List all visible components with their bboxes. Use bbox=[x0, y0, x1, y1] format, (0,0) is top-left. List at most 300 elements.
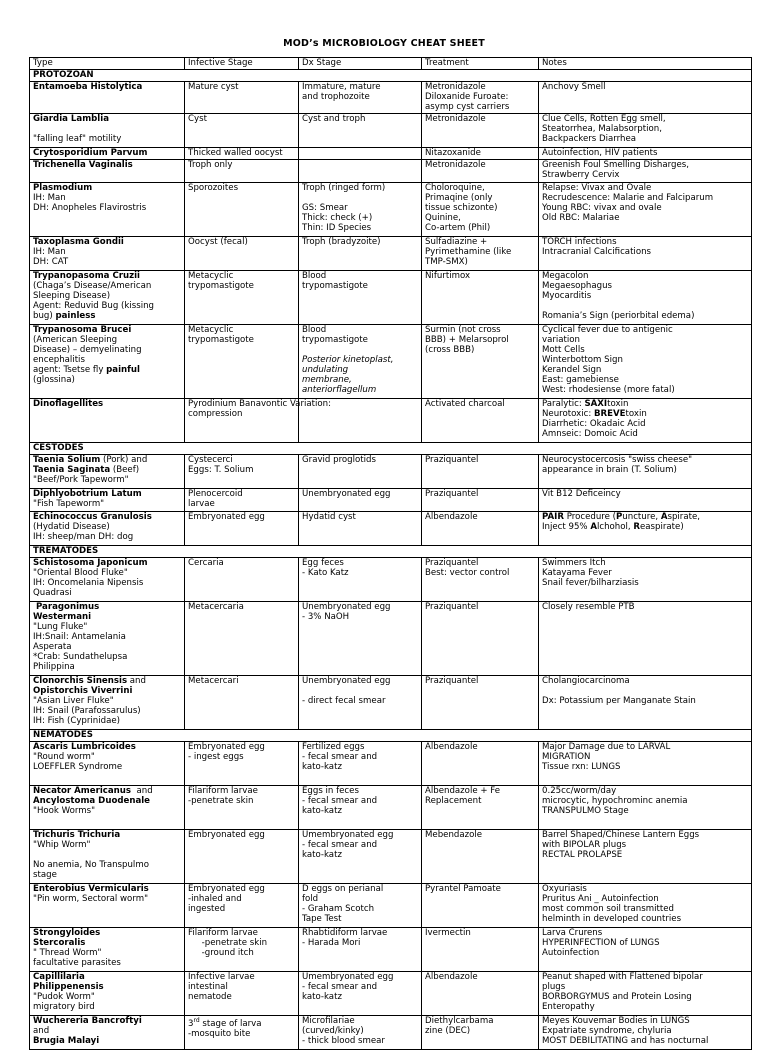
cell-text: Cyst bbox=[188, 114, 207, 124]
infective-stage-cell bbox=[185, 148, 299, 160]
cell-line bbox=[302, 203, 418, 213]
cell-text: Plasmodium bbox=[33, 183, 93, 193]
cell-line bbox=[425, 203, 535, 213]
table-row bbox=[30, 325, 752, 399]
dx-stage-cell bbox=[299, 786, 422, 830]
cell-line bbox=[188, 325, 295, 335]
cell-text: Cercaria bbox=[188, 558, 224, 568]
cell-line bbox=[33, 160, 181, 170]
cell-text: zine (DEC) bbox=[425, 1026, 471, 1036]
cell-text: Hydatid cyst bbox=[302, 512, 356, 522]
cell-line bbox=[33, 928, 181, 938]
cell-line bbox=[542, 522, 748, 532]
notes-cell bbox=[539, 489, 752, 512]
cell-text: Anchovy Smell bbox=[542, 82, 606, 92]
treatment-cell bbox=[422, 1016, 539, 1050]
cell-text: Oocyst (fecal) bbox=[188, 237, 248, 247]
cell-text: Mebendazole bbox=[425, 830, 483, 840]
cell-line bbox=[542, 409, 748, 419]
cell-text: Giardia Lamblia bbox=[33, 114, 109, 124]
cell-line bbox=[425, 455, 535, 465]
cell-text: Crytosporidium Parvum bbox=[33, 148, 148, 158]
infective-stage-cell bbox=[185, 558, 299, 602]
cell-text: - fecal smear and bbox=[302, 752, 378, 762]
cell-text: lchohol, bbox=[596, 522, 634, 532]
dx-stage-cell bbox=[299, 489, 422, 512]
cell-line bbox=[302, 840, 418, 850]
cell-text: Neurotoxic: bbox=[542, 409, 594, 419]
cell-text: Primaqine (only bbox=[425, 193, 493, 203]
cell-line bbox=[542, 271, 748, 281]
type-cell bbox=[30, 884, 185, 928]
type-cell bbox=[30, 271, 185, 325]
cell-text: Praziquantel bbox=[425, 602, 479, 612]
cell-text: PAIR bbox=[542, 512, 564, 522]
infective-stage-cell bbox=[185, 786, 299, 830]
cell-line bbox=[188, 948, 295, 958]
cell-line bbox=[302, 1026, 418, 1036]
cell-text: R bbox=[633, 522, 640, 532]
cell-line bbox=[302, 850, 418, 860]
cell-line bbox=[33, 399, 181, 409]
cell-text: Albendazole bbox=[425, 972, 478, 982]
cell-text: Embryonated egg bbox=[188, 512, 265, 522]
cell-line bbox=[188, 82, 295, 92]
notes-cell bbox=[539, 237, 752, 271]
cell-text: Kerandel Sign bbox=[542, 365, 602, 375]
cell-text: rd bbox=[193, 1017, 200, 1024]
cell-line bbox=[542, 335, 748, 345]
treatment-cell bbox=[422, 160, 539, 183]
cell-text: Embryonated egg bbox=[188, 884, 265, 894]
table-row bbox=[30, 237, 752, 271]
cell-line bbox=[542, 203, 748, 213]
cell-text: Trypanopasoma Cruzii bbox=[33, 271, 141, 281]
section-row bbox=[30, 443, 752, 455]
section-label: NEMATODES bbox=[30, 730, 752, 742]
cell-text: Barrel Shaped/Chinese Lantern Eggs bbox=[542, 830, 700, 840]
dx-stage-cell bbox=[299, 82, 422, 114]
cell-line bbox=[33, 465, 181, 475]
cell-text: Clue Cells, Rotten Egg smell, bbox=[542, 114, 666, 124]
cell-text: compression bbox=[188, 409, 243, 419]
cell-line bbox=[425, 676, 535, 686]
table-row bbox=[30, 884, 752, 928]
cell-line bbox=[542, 894, 748, 904]
cell-line bbox=[33, 884, 181, 894]
cell-line bbox=[188, 982, 295, 992]
dx-stage-cell bbox=[299, 512, 422, 546]
cell-line bbox=[33, 870, 181, 880]
cell-line bbox=[425, 345, 535, 355]
cell-line bbox=[302, 1036, 418, 1046]
infective-stage-cell bbox=[185, 237, 299, 271]
cell-line bbox=[188, 465, 295, 475]
infective-stage-cell bbox=[185, 884, 299, 928]
cell-text: Young RBC: vivax and ovale bbox=[542, 203, 662, 213]
cell-text: - Kato Katz bbox=[302, 568, 349, 578]
infective-stage-cell bbox=[185, 114, 299, 148]
notes-cell bbox=[539, 558, 752, 602]
table-row bbox=[30, 676, 752, 730]
cell-line bbox=[33, 271, 181, 281]
cell-line bbox=[542, 465, 748, 475]
cell-line bbox=[542, 512, 748, 522]
cell-line bbox=[33, 512, 181, 522]
cell-line bbox=[425, 92, 535, 102]
cell-line bbox=[33, 134, 181, 144]
cell-text: Backpackers Diarrhea bbox=[542, 134, 637, 144]
cell-line bbox=[302, 602, 418, 612]
cell-text: Eggs in feces bbox=[302, 786, 359, 796]
cell-text: "falling leaf" motility bbox=[33, 134, 122, 144]
cell-line bbox=[188, 928, 295, 938]
cell-text: Pyrimethamine (like bbox=[425, 247, 512, 257]
cell-line bbox=[302, 830, 418, 840]
treatment-cell bbox=[422, 237, 539, 271]
cell-line bbox=[302, 928, 418, 938]
cell-line bbox=[33, 237, 181, 247]
cell-line bbox=[302, 148, 418, 158]
cell-line bbox=[33, 948, 181, 958]
table-row bbox=[30, 455, 752, 489]
cell-text: Swimmers Itch bbox=[542, 558, 606, 568]
treatment-cell bbox=[422, 830, 539, 884]
cell-text: Procedure ( bbox=[563, 512, 616, 522]
treatment-cell bbox=[422, 489, 539, 512]
cell-line bbox=[542, 928, 748, 938]
cell-line bbox=[302, 1016, 418, 1026]
cell-line bbox=[302, 786, 418, 796]
treatment-cell bbox=[422, 148, 539, 160]
notes-cell bbox=[539, 676, 752, 730]
cell-text: DH: Anopheles Flavirostris bbox=[33, 203, 147, 213]
cell-line bbox=[542, 696, 748, 706]
cell-line bbox=[542, 114, 748, 124]
cell-text: membrane, bbox=[302, 375, 352, 385]
column-header-treatment: Treatment bbox=[422, 58, 539, 70]
cell-line bbox=[542, 1026, 748, 1036]
type-cell bbox=[30, 558, 185, 602]
cell-line bbox=[33, 475, 181, 485]
cell-line bbox=[542, 752, 748, 762]
cell-line bbox=[302, 982, 418, 992]
cell-text: asymp cyst carriers bbox=[425, 102, 510, 112]
cell-text bbox=[302, 160, 305, 170]
cell-text: MIGRATION bbox=[542, 752, 591, 762]
cell-text: BREVE bbox=[593, 409, 626, 419]
cell-text: Enteropathy bbox=[542, 1002, 595, 1012]
dx-stage-cell bbox=[299, 676, 422, 730]
cell-text: West: rhodesiense (more fatal) bbox=[542, 385, 675, 395]
cell-line bbox=[542, 183, 748, 193]
cell-line bbox=[542, 355, 748, 365]
cell-text: Thick: check (+) bbox=[302, 213, 373, 223]
cell-text: Stercoralis bbox=[33, 938, 86, 948]
cell-text: Gravid proglotids bbox=[302, 455, 376, 465]
cell-line bbox=[33, 992, 181, 1002]
infective-stage-cell bbox=[185, 82, 299, 114]
cell-line bbox=[425, 568, 535, 578]
cell-text: HYPERINFECTION of LUNGS bbox=[542, 938, 660, 948]
cell-text: painful bbox=[106, 365, 140, 375]
notes-cell bbox=[539, 928, 752, 972]
cell-text: Katayama Fever bbox=[542, 568, 612, 578]
cell-line bbox=[542, 676, 748, 686]
cell-line bbox=[302, 742, 418, 752]
cell-text: Strongyloides bbox=[33, 928, 101, 938]
cell-line bbox=[542, 1016, 748, 1026]
cell-line bbox=[33, 532, 181, 542]
cell-line bbox=[302, 193, 418, 203]
dx-stage-cell bbox=[299, 271, 422, 325]
cell-text: -penetrate skin bbox=[188, 938, 268, 948]
cell-text: Cholangiocarcinoma bbox=[542, 676, 630, 686]
type-cell bbox=[30, 786, 185, 830]
cell-line bbox=[302, 686, 418, 696]
cell-line bbox=[542, 281, 748, 291]
section-row bbox=[30, 730, 752, 742]
cell-text bbox=[302, 345, 305, 355]
cell-text: Unembryonated egg bbox=[302, 602, 391, 612]
cell-text: Praziquantel bbox=[425, 455, 479, 465]
treatment-cell bbox=[422, 786, 539, 830]
cell-text: Replacement bbox=[425, 796, 482, 806]
cell-text: kato-katz bbox=[302, 850, 342, 860]
cell-text: helminth in developed countries bbox=[542, 914, 682, 924]
cell-text: Egg feces bbox=[302, 558, 344, 568]
cell-text: Cyclical fever due to antigenic bbox=[542, 325, 673, 335]
cell-text: Myocarditis bbox=[542, 291, 592, 301]
cell-text: Embryonated egg bbox=[188, 830, 265, 840]
cell-text: BBB) + Melarsoprol bbox=[425, 335, 509, 345]
cell-text: Co-artem (Phil) bbox=[425, 223, 491, 233]
cell-text bbox=[302, 686, 305, 696]
cell-line bbox=[302, 183, 418, 193]
cell-text: Megaesophagus bbox=[542, 281, 612, 291]
cell-line bbox=[188, 796, 295, 806]
header-row bbox=[30, 58, 752, 70]
cell-line bbox=[542, 193, 748, 203]
cell-line bbox=[188, 1016, 295, 1029]
cell-text: Peanut shaped with Flattened bipolar bbox=[542, 972, 703, 982]
section-row bbox=[30, 546, 752, 558]
cell-text: A bbox=[590, 522, 597, 532]
cell-text: "Hook Worms" bbox=[33, 806, 96, 816]
cell-line bbox=[33, 860, 181, 870]
cell-line bbox=[302, 281, 418, 291]
notes-cell bbox=[539, 455, 752, 489]
cell-text bbox=[302, 148, 305, 158]
cell-text: Immature, mature bbox=[302, 82, 381, 92]
page-title: MOD’s MICROBIOLOGY CHEAT SHEET bbox=[283, 38, 485, 49]
cell-text: Pyrantel Pamoate bbox=[425, 884, 501, 894]
cell-line bbox=[188, 281, 295, 291]
cell-text: Asperata bbox=[33, 642, 72, 652]
dx-stage-cell bbox=[299, 928, 422, 972]
cell-line bbox=[33, 696, 181, 706]
cell-line bbox=[542, 237, 748, 247]
cell-line bbox=[425, 1026, 535, 1036]
type-cell bbox=[30, 183, 185, 237]
cell-text: Taxoplasma Gondii bbox=[33, 237, 124, 247]
cell-text: *Crab: Sundathelupsa bbox=[33, 652, 128, 662]
cell-line bbox=[33, 662, 181, 672]
cell-line bbox=[33, 355, 181, 365]
cell-text: "Round worm" bbox=[33, 752, 95, 762]
type-cell bbox=[30, 237, 185, 271]
cell-line bbox=[188, 884, 295, 894]
dx-stage-cell bbox=[299, 1016, 422, 1050]
type-cell bbox=[30, 148, 185, 160]
notes-cell bbox=[539, 325, 752, 399]
cell-text: (Hydatid Disease) bbox=[33, 522, 110, 532]
cell-line bbox=[542, 914, 748, 924]
cell-line bbox=[425, 335, 535, 345]
infective-stage-cell bbox=[185, 512, 299, 546]
cell-line bbox=[188, 271, 295, 281]
cell-text: Westermani bbox=[33, 612, 92, 622]
notes-cell bbox=[539, 114, 752, 148]
treatment-cell bbox=[422, 676, 539, 730]
cell-line bbox=[33, 806, 181, 816]
cell-text: Greenish Foul Smelling Disharges, bbox=[542, 160, 689, 170]
cell-line bbox=[33, 938, 181, 948]
cell-text: Taenia Solium bbox=[33, 455, 101, 465]
cell-text: "Lung Fluke" bbox=[33, 622, 88, 632]
table-row bbox=[30, 183, 752, 237]
cell-text: (Chaga’s Disease/American bbox=[33, 281, 152, 291]
cell-line bbox=[425, 114, 535, 124]
cell-line bbox=[33, 716, 181, 726]
cell-text: "Whip Worm" bbox=[33, 840, 91, 850]
table-row bbox=[30, 148, 752, 160]
cell-text: Umembryonated egg bbox=[302, 830, 394, 840]
dx-stage-cell bbox=[299, 114, 422, 148]
cell-line bbox=[33, 193, 181, 203]
cell-text: agent: Tsetse fly bbox=[33, 365, 107, 375]
cell-text: larvae bbox=[188, 499, 215, 509]
notes-cell bbox=[539, 742, 752, 786]
infective-stage-cell bbox=[185, 325, 299, 399]
type-cell bbox=[30, 399, 185, 443]
cell-line bbox=[425, 830, 535, 840]
notes-cell bbox=[539, 972, 752, 1016]
cell-line bbox=[425, 489, 535, 499]
cell-text: IH: Man bbox=[33, 247, 66, 257]
cell-line bbox=[302, 884, 418, 894]
cell-text: Troph (bradyzoite) bbox=[302, 237, 381, 247]
cell-text: - thick blood smear bbox=[302, 1036, 385, 1046]
cell-line bbox=[33, 676, 181, 686]
cell-line bbox=[188, 830, 295, 840]
cell-text: facultative parasites bbox=[33, 958, 121, 968]
cell-text: Neurocystocercosis "swiss cheese" bbox=[542, 455, 693, 465]
cell-text: - fecal smear and bbox=[302, 840, 378, 850]
notes-cell bbox=[539, 512, 752, 546]
cell-line bbox=[302, 375, 418, 385]
column-header-notes: Notes bbox=[539, 58, 752, 70]
cell-text: MOST DEBILITATING and has nocturnal bbox=[542, 1036, 709, 1046]
cell-line bbox=[542, 884, 748, 894]
cell-line bbox=[302, 904, 418, 914]
cell-text: Infective larvae bbox=[188, 972, 255, 982]
cell-line bbox=[33, 375, 181, 385]
cell-line bbox=[425, 399, 535, 409]
cell-text: Taenia Saginata bbox=[33, 465, 111, 475]
cell-text: Necator Americanus bbox=[33, 786, 132, 796]
cell-line bbox=[542, 602, 748, 612]
cell-text: Rhabtidiform larvae bbox=[302, 928, 388, 938]
cell-text: Metacercaria bbox=[188, 602, 244, 612]
cell-text: Sporozoites bbox=[188, 183, 239, 193]
cell-line bbox=[542, 399, 748, 409]
cell-text: Autoinfection, HIV patients bbox=[542, 148, 658, 158]
cell-text: "Asian Liver Fluke" bbox=[33, 696, 114, 706]
cell-text: Diethylcarbama bbox=[425, 1016, 494, 1026]
cell-text: - Graham Scotch bbox=[302, 904, 375, 914]
cell-line bbox=[542, 904, 748, 914]
notes-cell bbox=[539, 1016, 752, 1050]
cell-text: Tape Test bbox=[302, 914, 342, 924]
cell-line bbox=[542, 170, 748, 180]
cell-text: Paralytic: bbox=[542, 399, 585, 409]
cell-text: bug) bbox=[33, 311, 56, 321]
infective-stage-cell bbox=[185, 455, 299, 489]
table-row bbox=[30, 928, 752, 972]
cell-text: trypomastigote bbox=[188, 281, 254, 291]
cell-text: IH: sheep/man DH: dog bbox=[33, 532, 134, 542]
table-row bbox=[30, 742, 752, 786]
cell-line bbox=[542, 568, 748, 578]
cell-text: trypomastigote bbox=[302, 281, 368, 291]
cell-text: Albendazole bbox=[425, 512, 478, 522]
type-cell bbox=[30, 676, 185, 730]
cell-text: TMP-SMX) bbox=[425, 257, 468, 267]
table-row bbox=[30, 972, 752, 1016]
cell-line bbox=[33, 365, 181, 375]
cell-text: Filariform larvae bbox=[188, 928, 258, 938]
cell-line bbox=[33, 148, 181, 158]
treatment-cell bbox=[422, 325, 539, 399]
infective-stage-cell bbox=[185, 830, 299, 884]
cell-line bbox=[302, 558, 418, 568]
cell-line bbox=[33, 786, 181, 796]
cell-text: SAXI bbox=[584, 399, 608, 409]
cell-line bbox=[302, 914, 418, 924]
cell-text: Diarrhetic: Okadaic Acid bbox=[542, 419, 646, 429]
notes-cell bbox=[539, 830, 752, 884]
table-row bbox=[30, 1016, 752, 1050]
cell-line bbox=[542, 345, 748, 355]
cell-line bbox=[425, 271, 535, 281]
cell-line bbox=[542, 578, 748, 588]
cell-line bbox=[188, 114, 295, 124]
cell-text: kato-katz bbox=[302, 762, 342, 772]
cell-text: - fecal smear and bbox=[302, 982, 378, 992]
cell-text: Thicked walled oocyst bbox=[188, 148, 283, 158]
cell-line bbox=[33, 706, 181, 716]
cell-line bbox=[33, 1026, 181, 1036]
cell-text: Romania’s Sign (periorbital edema) bbox=[542, 311, 695, 321]
cell-line bbox=[188, 894, 295, 904]
cell-text: Ascaris Lumbricoides bbox=[33, 742, 136, 752]
cell-text: Trichuris Trichuria bbox=[33, 830, 121, 840]
cell-text: Old RBC: Malariae bbox=[542, 213, 620, 223]
cell-line bbox=[425, 786, 535, 796]
cell-line bbox=[33, 489, 181, 499]
cell-line bbox=[33, 958, 181, 968]
